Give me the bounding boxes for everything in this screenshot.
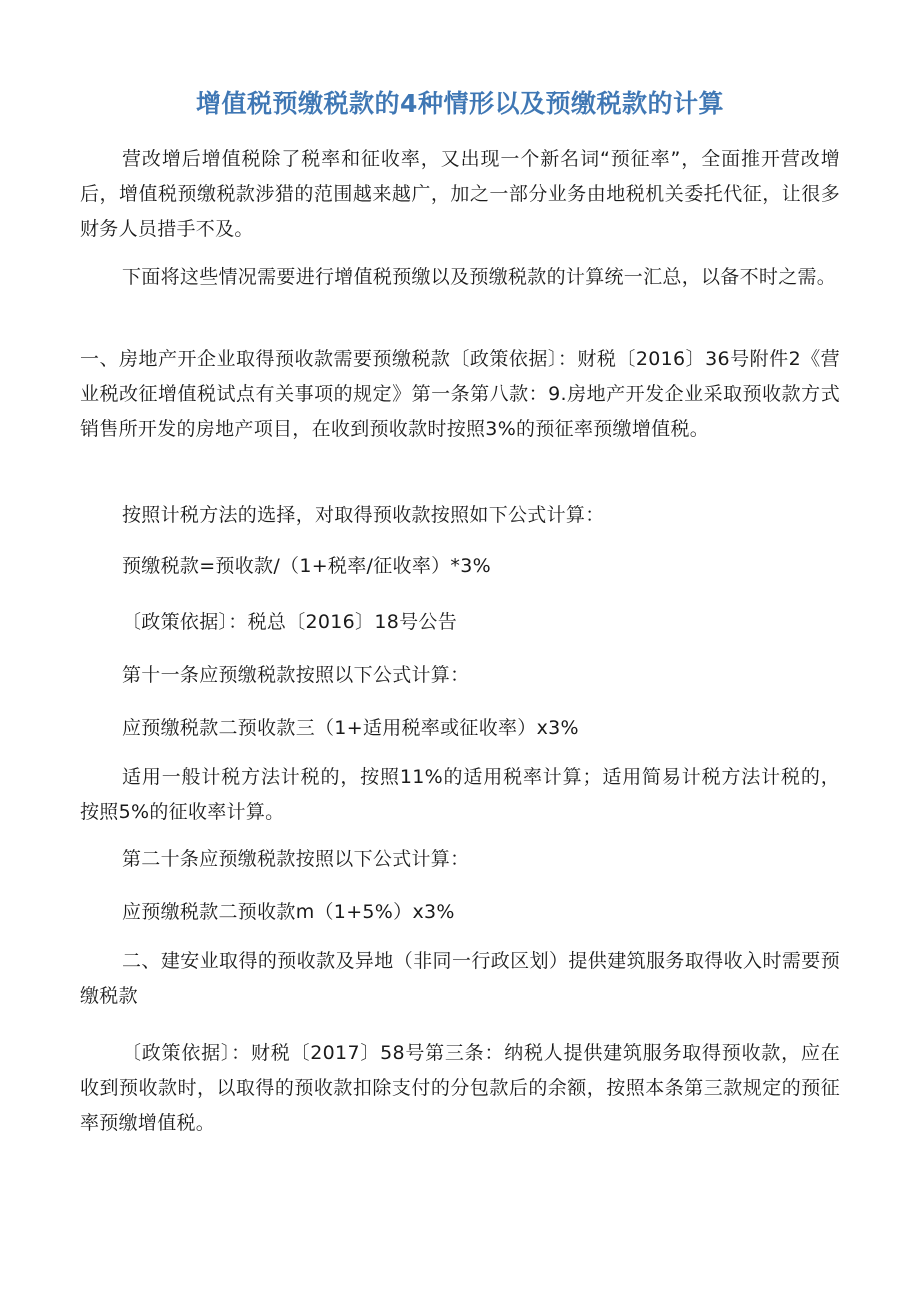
- paragraph-summary: 下面将这些情况需要进行增值税预缴以及预缴税款的计算统一汇总，以备不时之需。: [122, 266, 837, 288]
- paragraph-formula-intro: 按照计税方法的选择，对取得预收款按照如下公式计算：: [122, 504, 605, 526]
- paragraph-formula-2: 应预缴税款二预收款三（1+适用税率或征收率）x3%: [122, 717, 579, 739]
- paragraph-formula-3: 应预缴税款二预收款m（1+5%）x3%: [122, 901, 455, 923]
- paragraph-policy-basis-2017: 〔政策依据〕：财税〔2017〕58号第三条：纳税人提供建筑服务取得预收款，应在收到预收款时，以取得的预收款扣除支付的分包款后的余额，按照本条第三款规定的预征率预缴增值税。: [80, 1042, 840, 1134]
- paragraph-section-one: 一、房地产开企业取得预收款需要预缴税款〔政策依据〕：财税〔2016〕36号附件2《营业税改征增值税试点有关事项的规定》第一条第八款：9.房地产开发企业采取预收款方式销售所开发的房地产项目，在收到预收款时按照3%的预征率预缴增值税。: [80, 348, 840, 440]
- paragraph-article-11: 第十一条应预缴税款按照以下公式计算：: [122, 664, 470, 686]
- document-title: 增值税预缴税款的4种情形以及预缴税款的计算: [196, 89, 724, 118]
- paragraph-policy-basis-2016: 〔政策依据〕：税总〔2016〕18号公告: [122, 611, 458, 633]
- paragraph-article-20: 第二十条应预缴税款按照以下公式计算：: [122, 848, 470, 870]
- paragraph-rate-explanation: 适用一般计税方法计税的，按照11%的适用税率计算；适用简易计税方法计税的，按照5%的征收率计算。: [80, 766, 840, 823]
- paragraph-intro: 营改增后增值税除了税率和征收率，又出现一个新名词“预征率”，全面推开营改增后，增值税预缴税款涉猎的范围越来越广，加之一部分业务由地税机关委托代征，让很多财务人员措手不及。: [80, 148, 840, 240]
- paragraph-section-two: 二、建安业取得的预收款及异地（非同一行政区划）提供建筑服务取得收入时需要预缴税款: [80, 950, 840, 1007]
- paragraph-formula-1: 预缴税款=预收款/（1+税率/征收率）*3%: [122, 555, 491, 577]
